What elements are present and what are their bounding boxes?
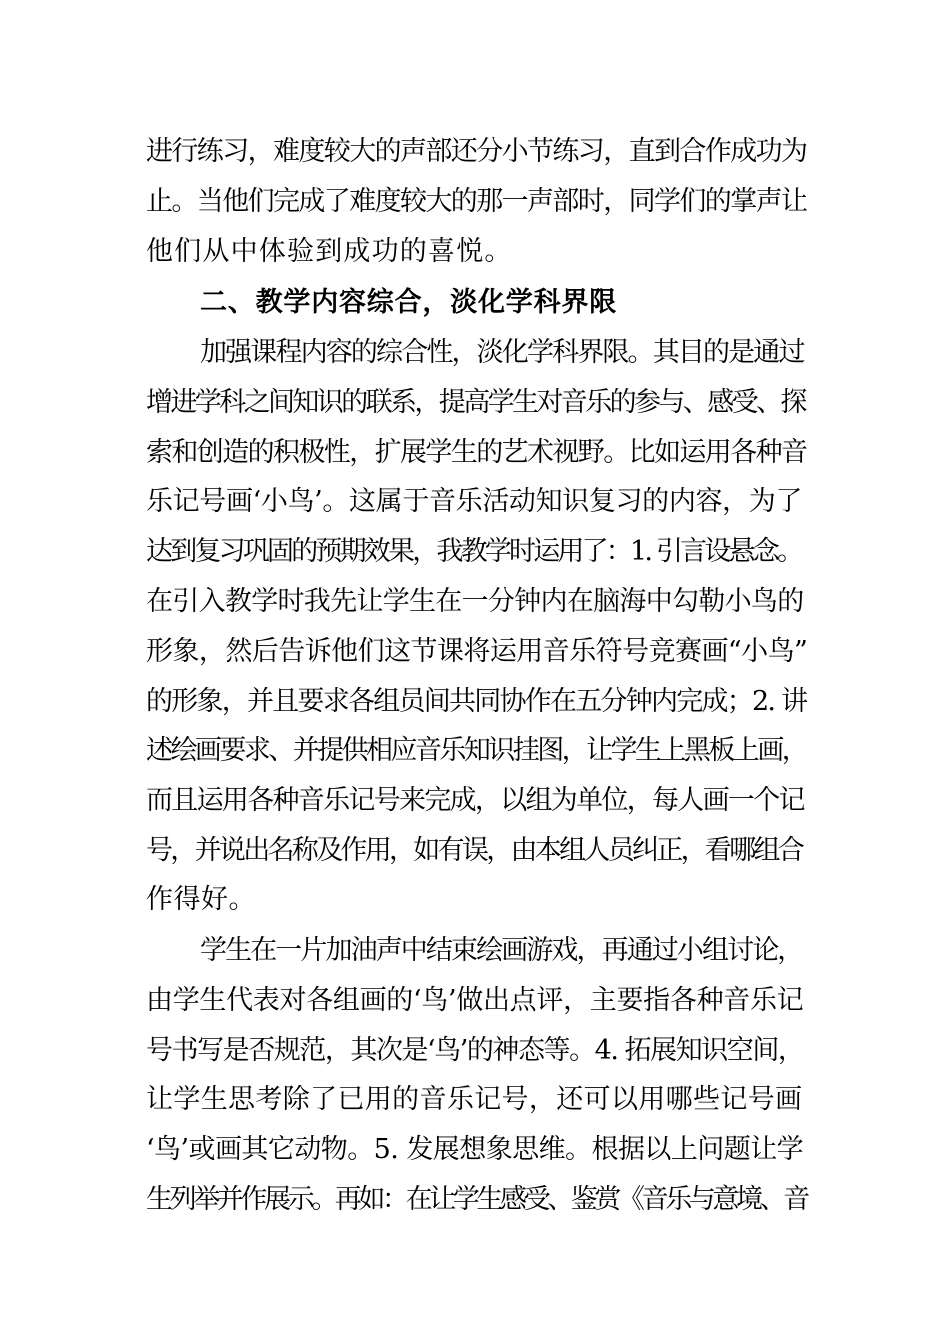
text-line — [0, 827, 950, 875]
section-heading-line — [0, 279, 950, 327]
section-heading: 二、教学内容综合，淡化学科界限 — [200, 287, 617, 318]
text-line — [0, 128, 950, 176]
text-line — [0, 927, 950, 975]
paragraph-2-line-8: 的形象，并且要求各组员间共同协作在五分钟内完成；2. 讲 — [146, 686, 807, 717]
paragraph-3-line-6: 生列举并作展示。再如：在让学生感受、鉴赏《音乐与意境、音 — [146, 1184, 807, 1215]
paragraph-2-line-2: 增进学科之间知识的联系，提高学生对音乐的参与、感受、探 — [146, 387, 805, 418]
text-line — [0, 1126, 950, 1174]
paragraph-2-line-12: 作得好。 — [146, 884, 256, 915]
paragraph-2-line-3: 索和创造的积极性，扩展学生的艺术视野。比如运用各种音 — [146, 437, 807, 468]
text-line — [0, 876, 950, 924]
text-line — [0, 628, 950, 676]
text-line — [0, 727, 950, 775]
text-line — [0, 1076, 950, 1124]
text-line — [0, 678, 950, 726]
paragraph-3-line-2: 由学生代表对各组画的‘鸟’做出点评，主要指各种音乐记 — [146, 985, 804, 1016]
text-line — [0, 777, 950, 825]
paragraph-3-line-5: ‘鸟’或画其它动物。5. 发展想象思维。根据以上问题让学 — [146, 1134, 804, 1165]
paragraph-2-line-7: 形象，然后告诉他们这节课将运用音乐符号竞赛画“小鸟” — [146, 636, 808, 667]
text-line — [0, 578, 950, 626]
paragraph-2-line-9: 述绘画要求、并提供相应音乐知识挂图，让学生上黑板上画， — [146, 735, 807, 766]
paragraph-1-line-3: 他们从中体验到成功的喜悦。 — [146, 236, 513, 267]
text-line — [0, 329, 950, 377]
paragraph-2-line-6: 在引入教学时我先让学生在一分钟内在脑海中勾勒小鸟的 — [146, 586, 804, 617]
text-line — [0, 379, 950, 427]
paragraph-2-line-10: 而且运用各种音乐记号来完成，以组为单位，每人画一个记 — [146, 785, 804, 816]
paragraph-3-line-3: 号书写是否规范，其次是‘鸟’的神态等。4. 拓展知识空间， — [146, 1035, 804, 1066]
text-line — [0, 228, 950, 276]
paragraph-2-line-11: 号，并说出名称及作用，如有误，由本组人员纠正，看哪组合 — [146, 835, 803, 866]
paragraph-3-line-4: 让学生思考除了已用的音乐记号，还可以用哪些记号画 — [146, 1084, 803, 1115]
paragraph-3-line-1: 学生在一片加油声中结束绘画游戏，再通过小组讨论， — [200, 935, 803, 966]
text-line — [0, 478, 950, 526]
paragraph-1-line-1: 进行练习，难度较大的声部还分小节练习，直到合作成功为 — [146, 136, 807, 167]
text-line — [0, 977, 950, 1025]
text-line — [0, 1027, 950, 1075]
paragraph-2-line-5: 达到复习巩固的预期效果，我教学时运用了：1. 引言设悬念。 — [146, 536, 802, 567]
paragraph-1-line-2: 止。当他们完成了难度较大的那一声部时，同学们的掌声让 — [146, 186, 807, 217]
paragraph-2-line-1: 加强课程内容的综合性，淡化学科界限。其目的是通过 — [200, 337, 804, 368]
text-line — [0, 528, 950, 576]
text-line — [0, 429, 950, 477]
paragraph-2-line-4: 乐记号画‘小鸟’。这属于音乐活动知识复习的内容，为了 — [146, 486, 803, 517]
text-line — [0, 178, 950, 226]
text-line — [0, 1176, 950, 1224]
